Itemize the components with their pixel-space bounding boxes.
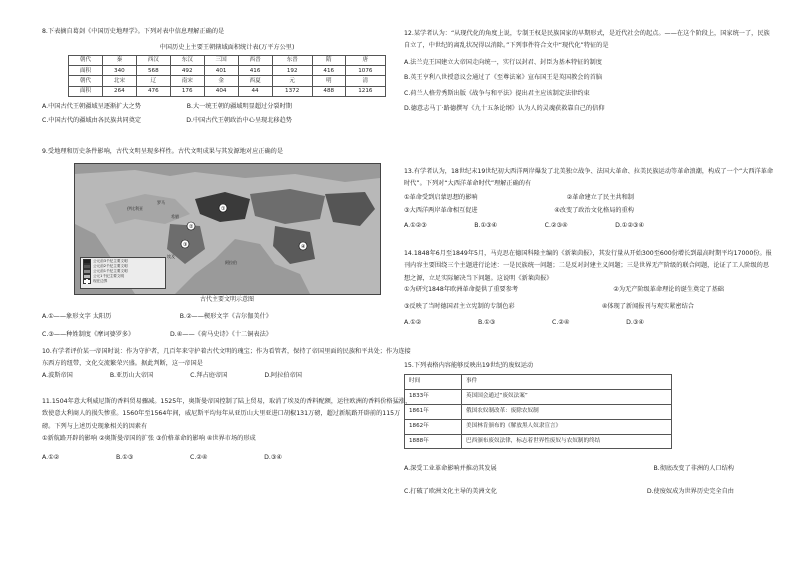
q11-option-b[interactable]: B.①③ [115, 453, 134, 461]
q13-options [404, 222, 644, 230]
q11-items: ①新航路开辟的影响 ②奥斯曼帝国的扩张 ③价格革命的影响 ④世界市场的形成 [42, 435, 256, 443]
q8-table-cell: 1372 [272, 86, 312, 96]
legend-item-2: 公元前2千纪主要文明 [83, 264, 163, 269]
q10-stem: 10.有学者评价某一帝国时说：作为守护者，几百年来守护着古代文明的瑰宝；作为看管者，保持了帝国里面的民族和平共处；作为连接东西方的纽带，文化交流繁荣兴盛。据此判断，这一帝国是 [42, 348, 411, 368]
marker-3: ③ [183, 242, 188, 248]
marker-2: ② [189, 224, 194, 230]
q14-option-a[interactable]: A.①② [404, 318, 422, 326]
q15-year-cell: 1888年 [405, 434, 462, 449]
q11-option-d[interactable]: D.③④ [264, 453, 282, 461]
q8-table-row [69, 76, 386, 86]
q15-stem: 15.下列表格内容能够反映出19世纪的废奴运动 [404, 362, 534, 369]
q11-option-a[interactable]: A.①② [42, 453, 60, 461]
q8-table-cell: 492 [170, 66, 204, 76]
q10-option-b[interactable]: B.亚历山大帝国 [109, 371, 154, 379]
q13-option-b[interactable]: B.①③④ [474, 221, 498, 229]
ancient-civilizations-map [74, 163, 381, 295]
q13-option-c[interactable]: C.②③④ [544, 221, 568, 229]
q14-option-d[interactable]: D.③④ [626, 318, 644, 326]
q8-table-cell: 西晋 [238, 55, 272, 65]
q15-table-row [405, 404, 672, 419]
q13-item-3: ③大西洋两岸革命相互促进 [404, 207, 478, 215]
q8-table-cell: 辽 [136, 76, 170, 86]
q8-table-cell: 秦 [102, 55, 136, 65]
q15-year-cell: 1862年 [405, 419, 462, 434]
q13-option-d[interactable]: D.①②③④ [615, 221, 644, 229]
q8-table-cell: 176 [170, 86, 204, 96]
q13-item-4: ④改变了政治文化格局的重构 [554, 207, 634, 215]
q15-event-cell: 巴西颁布废奴法律，标志着世界性废奴与农奴制的终结 [462, 434, 672, 449]
q15-year-cell: 1833年 [405, 390, 462, 405]
q9-option-d[interactable]: D.④——《荷马史诗》《十二铜表法》 [170, 331, 272, 339]
q8-table-cell: 清 [345, 76, 385, 86]
q8-table-cell: 340 [102, 66, 136, 76]
marker-4: ④ [301, 244, 306, 250]
q8-table-cell: 元 [272, 76, 312, 86]
q15-event-cell: 美国林肯颁布的《解放黑人奴隶宣言》 [462, 419, 672, 434]
map-label-greece: 希腊 [171, 214, 179, 219]
q8-table-title: 中国历史上主要王朝辖域面积统计表(万平方公里) [159, 44, 295, 52]
question-9-stem [42, 148, 412, 156]
q14-item-4: ④体现了新闻报刊与观实紧密结合 [601, 302, 694, 310]
q13-stem: 13.有学者认为，18世纪末19世纪初大西洋两岸爆发了北美独立战争、法国大革命、拉美民族运动等革命浪潮，构成了一个“大西洋革命时代”。下列对“大西洋革命时代”理解正确的有 [404, 168, 774, 188]
q15-event-cell: 俄国农奴制改革：废除农奴制 [462, 404, 672, 419]
q8-stem: 8.下表摘自葛剑《中国历史地理学》。下列对表中信息理解正确的是 [42, 28, 225, 35]
q14-options [404, 319, 644, 327]
legend-item-4: 公元1千纪主要文明 [83, 274, 163, 279]
q12-option-b[interactable]: B.英王亨利八世授意议会通过了《至尊法案》宣布国王是英国教会的首脑 [404, 74, 603, 82]
q8-table-cell: 1076 [345, 66, 385, 76]
q13-items-row2 [404, 207, 634, 215]
q8-table-cell: 44 [238, 86, 272, 96]
q8-table-row [69, 55, 386, 65]
q14-option-b[interactable]: B.①③ [477, 318, 496, 326]
q8-table-cell: 192 [272, 66, 312, 76]
q11-stem: 11.1504年意大利威尼斯的香料贸易骤减。1525年，奥斯曼帝国控制了陆上贸易，取消了埃及的香料配额，运往欧洲的香料价格猛涨，致使意大利商人的损失惨重。1560年至1564年间，威尼斯平均每年从亚历山大里亚进口胡椒131万磅，超过新航路开辟前的115万磅。下列与上述历史现象相关的因素有 [42, 398, 412, 430]
q15-table-row [405, 434, 672, 449]
q9-stem: 9.受地理和历史条件影响，古代文明呈现多样性。古代文明成果与其发源地对应正确的是 [42, 148, 284, 155]
q8-table-cell: 面积 [69, 86, 103, 96]
q8-area-table [68, 55, 386, 97]
marker-1: ① [221, 206, 226, 212]
q14-item-3: ③反映了当时德国君主立宪制的专制色彩 [404, 302, 515, 310]
q9-option-a[interactable]: A.①——象形文字 太阳历 [42, 313, 112, 320]
q15-table-header [405, 375, 672, 390]
q13-option-a[interactable]: A.①②③ [404, 221, 427, 229]
q8-table-cell: 404 [204, 86, 238, 96]
legend-item-1: 公元前3千纪主要文明 [83, 259, 163, 264]
q15-header-cell: 时间 [405, 375, 462, 390]
q15-option-d[interactable]: D.使废奴成为世界历史完全自由 [646, 487, 734, 495]
q12-options [404, 55, 774, 117]
q8-option-b[interactable]: B.大一统王朝的疆域明显超过分裂时期 [186, 102, 292, 110]
q9-option-b[interactable]: B.②——楔形文字《吉尔伽美什》 [179, 313, 272, 320]
map-label-iberia: 伊比利亚 [127, 206, 143, 211]
q8-option-a[interactable]: A.中国古代王朝疆域呈逐渐扩大之势 [42, 102, 141, 110]
question-13 [404, 166, 774, 230]
q8-table-cell: 416 [312, 66, 345, 76]
q8-table-cell: 南宋 [170, 76, 204, 86]
q8-table-cell: 朝代 [69, 76, 103, 86]
q14-item-1: ①为研究1848年欧洲革命提供了重要参考 [404, 286, 519, 294]
q12-option-d[interactable]: D.德意志马丁·路德撰写《九十五条论纲》认为人的灵魂获救靠自己的信仰 [404, 105, 605, 113]
q15-options-row2 [404, 488, 734, 496]
q8-table-row [69, 86, 386, 96]
q9-option-c[interactable]: C.③——种姓制度《摩诃婆罗多》 [42, 331, 135, 339]
q8-table-cell: 西汉 [136, 55, 170, 65]
q10-option-c[interactable]: C.拜占庭帝国 [190, 371, 228, 379]
map-label-rome: 罗马 [157, 200, 165, 205]
q8-table-cell: 401 [204, 66, 238, 76]
q8-table-cell: 西夏 [238, 76, 272, 86]
q15-table-row [405, 419, 672, 434]
q8-table-cell: 唐 [345, 55, 385, 65]
q8-options-row1 [42, 103, 292, 111]
q8-table-cell: 568 [136, 66, 170, 76]
q8-table-cell: 金 [204, 76, 238, 86]
q15-option-a[interactable]: A.深受工业革命影响并推动其发展 [404, 465, 497, 473]
q12-option-a[interactable]: A.法兰克王国建立大帝国走向统一，实行以封君、封臣为基本特征的制度 [404, 58, 602, 66]
q15-option-c[interactable]: C.打破了欧洲文化主导的美洲文化 [404, 487, 497, 495]
q11-option-c[interactable]: C.②④ [190, 453, 208, 461]
q13-item-1: ①革命受到启蒙思想的影响 [404, 193, 478, 201]
q8-table-cell: 隋 [312, 55, 345, 65]
map-label-arabia: 阿拉伯 [225, 260, 237, 265]
q15-event-cell: 英国国会通过“废奴法案” [462, 390, 672, 405]
q8-table-cell: 476 [136, 86, 170, 96]
q13-items-row1 [404, 194, 634, 202]
question-8 [42, 28, 412, 126]
question-12 [404, 28, 774, 117]
question-14 [404, 248, 774, 327]
q14-items-row2 [404, 303, 694, 311]
map-legend [80, 257, 166, 289]
q12-option-c[interactable]: C.荷兰人格劳秀斯出版《战争与和平法》提出君主应该制定法律约束 [404, 89, 590, 97]
q15-options-row1 [404, 465, 734, 473]
right-column [404, 0, 774, 561]
q8-table-cell: 面积 [69, 66, 103, 76]
q8-table-cell: 1216 [345, 86, 385, 96]
q10-option-a[interactable]: A.波斯帝国 [42, 371, 73, 379]
q8-table-cell: 488 [312, 86, 345, 96]
q8-table-cell: 416 [238, 66, 272, 76]
legend-item-3: 公元前1千纪主要文明 [83, 269, 163, 274]
legend-item-5: 现在边界 [83, 279, 163, 284]
q15-header-cell: 事件 [462, 375, 672, 390]
q8-option-d[interactable]: D.中国古代王朝政治中心呈现北移趋势 [186, 117, 292, 125]
q13-item-2: ②革命建立了民主共和制 [566, 193, 634, 201]
q8-table-cell: 三国 [204, 55, 238, 65]
q15-year-cell: 1861年 [405, 404, 462, 419]
q15-events-table [404, 374, 672, 449]
q14-item-2: ②为无产阶级革命理论的诞生奠定了基础 [613, 286, 724, 294]
q9-map-caption: 古代主要文明示意图 [199, 296, 254, 303]
q15-table-row [405, 390, 672, 405]
q8-table-cell: 朝代 [69, 55, 103, 65]
question-15 [404, 362, 774, 496]
q14-option-c[interactable]: C.②④ [552, 318, 570, 326]
q8-table-cell: 东汉 [170, 55, 204, 65]
q14-stem: 14.1848年6月至1849年5月，马克思在德国科隆主编的《新莱茵报》，其发行量从开始300至600份增长到最高时期平均17000份。报刊内容主要围绕三个主题进行论述：一是民族统一问题；二是反对封建主义问题；三是世界无产阶级的联合问题，论证了工人阶级的思想之源，立足实际解决当下问题。这说明《新莱茵报》 [404, 250, 772, 282]
q8-option-c[interactable]: C.中国古代的疆域由各民族共同奠定 [42, 117, 142, 125]
q8-table-cell: 明 [312, 76, 345, 86]
q8-options-row2 [42, 117, 292, 125]
q14-items-row1 [404, 286, 724, 294]
q8-table-cell: 东晋 [272, 55, 312, 65]
q8-table-cell: 264 [102, 86, 136, 96]
map-label-egypt: 埃及 [167, 254, 175, 259]
q8-table-cell: 北宋 [102, 76, 136, 86]
q12-stem: 12.某学者认为：“从现代化的角度上说，专制王权是民族国家的早期形式，是近代社会的起点。——在这个阶段上，国家统一了，民族自立了，中世纪的离乱状况得以消除。”下列事件符合文中“现代化”特征的是 [404, 30, 770, 50]
q15-option-b[interactable]: B.彻底改变了非洲的人口结构 [653, 465, 734, 473]
q8-table-row [69, 66, 386, 76]
q10-option-d[interactable]: D.阿拉伯帝国 [264, 371, 302, 379]
